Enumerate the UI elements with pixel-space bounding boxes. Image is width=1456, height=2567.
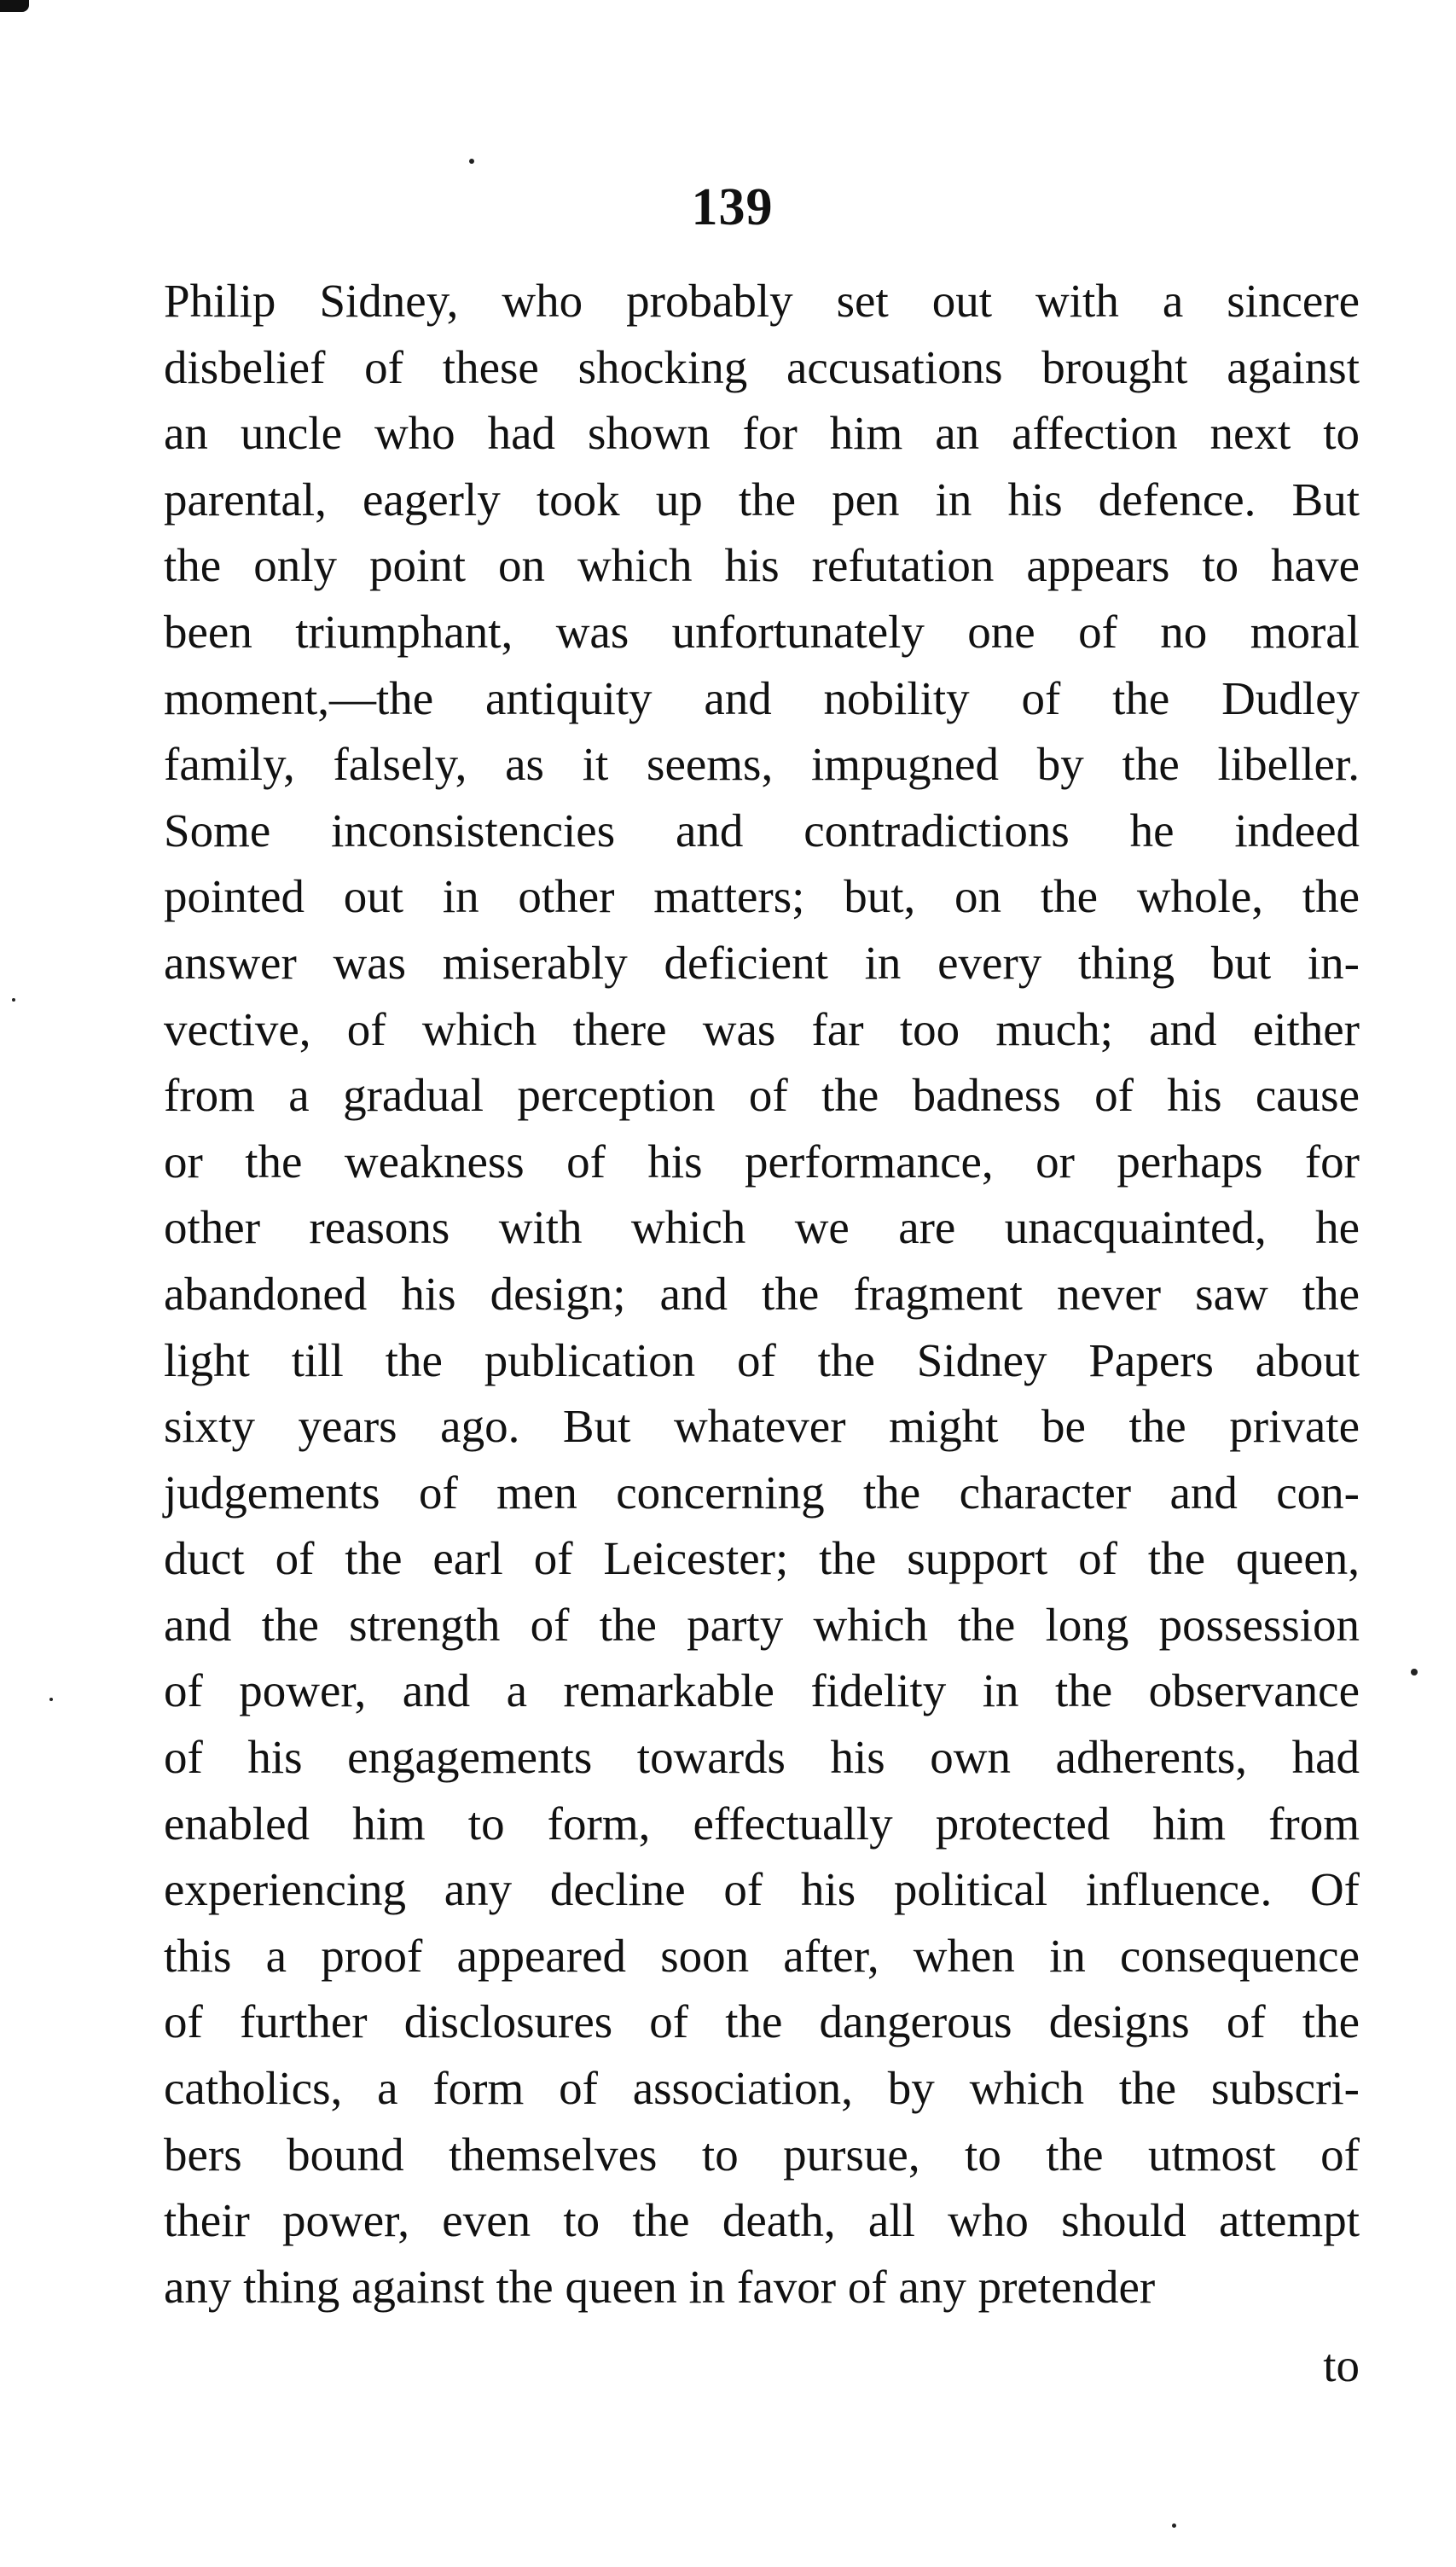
body-text bbox=[164, 268, 1360, 2320]
ink-speck bbox=[49, 1698, 53, 1701]
text-line-2: disbelief of these shocking accusations brought against bbox=[164, 340, 1360, 393]
text-line-20: duct of the earl of Leicester; the support of the queen, bbox=[164, 1532, 1360, 1585]
ink-speck bbox=[469, 159, 474, 164]
text-line-21: and the strength of the party which the long possession bbox=[164, 1598, 1360, 1651]
text-line-31: any thing against the queen in favor of any pretender bbox=[164, 2260, 1156, 2313]
text-line-16: abandoned his design; and the fragment never saw the bbox=[164, 1267, 1360, 1320]
text-line-14: or the weakness of his performance, or perhaps for bbox=[164, 1135, 1360, 1188]
ink-speck bbox=[1172, 2523, 1176, 2528]
text-line-29: bers bound themselves to pursue, to the utmost of bbox=[164, 2128, 1360, 2181]
text-line-13: from a gradual perception of the badness of his cause bbox=[164, 1069, 1360, 1122]
text-line-17: light till the publication of the Sidney Papers about bbox=[164, 1333, 1360, 1386]
text-line-6: been triumphant, was unfortunately one of no moral bbox=[164, 605, 1360, 658]
text-line-4: parental, eagerly took up the pen in his defence. But bbox=[164, 473, 1360, 526]
text-line-27: of further disclosures of the dangerous designs of the bbox=[164, 1995, 1360, 2048]
text-line-23: of his engagements towards his own adherents, had bbox=[164, 1731, 1360, 1784]
ink-speck bbox=[1411, 1669, 1418, 1676]
page-number: 139 bbox=[691, 178, 774, 236]
text-line-11: answer was miserably deficient in every thing but in- bbox=[164, 936, 1360, 989]
text-line-12: vective, of which there was far too much; and either bbox=[164, 1002, 1360, 1055]
text-line-9: Some inconsistencies and contradictions he indeed bbox=[164, 804, 1360, 857]
ink-speck bbox=[12, 998, 15, 1002]
text-line-30: their power, even to the death, all who should attempt bbox=[164, 2194, 1360, 2247]
corner-ink-mark bbox=[0, 0, 29, 12]
text-line-24: enabled him to form, effectually protected him from bbox=[164, 1797, 1360, 1850]
text-line-3: an uncle who had shown for him an affection next to bbox=[164, 407, 1360, 460]
text-line-26: this a proof appeared soon after, when in consequence bbox=[164, 1929, 1360, 1982]
text-line-5: the only point on which his refutation appears to have bbox=[164, 539, 1360, 592]
catchword: to bbox=[1323, 2339, 1360, 2391]
text-line-8: family, falsely, as it seems, impugned by the libeller. bbox=[164, 738, 1360, 791]
text-line-7: moment,—the antiquity and nobility of the Dudley bbox=[164, 671, 1360, 724]
text-line-19: judgements of men concerning the character and con- bbox=[164, 1466, 1360, 1519]
text-line-15: other reasons with which we are unacquainted, he bbox=[164, 1201, 1360, 1254]
text-line-22: of power, and a remarkable fidelity in the observance bbox=[164, 1664, 1360, 1717]
text-line-10: pointed out in other matters; but, on the whole, the bbox=[164, 870, 1360, 923]
text-line-1: Philip Sidney, who probably set out with a sincere bbox=[164, 275, 1360, 327]
text-line-28: catholics, a form of association, by which the subscri- bbox=[164, 2062, 1360, 2115]
text-line-25: experiencing any decline of his political influence. Of bbox=[164, 1863, 1360, 1916]
text-line-18: sixty years ago. But whatever might be the private bbox=[164, 1400, 1360, 1453]
